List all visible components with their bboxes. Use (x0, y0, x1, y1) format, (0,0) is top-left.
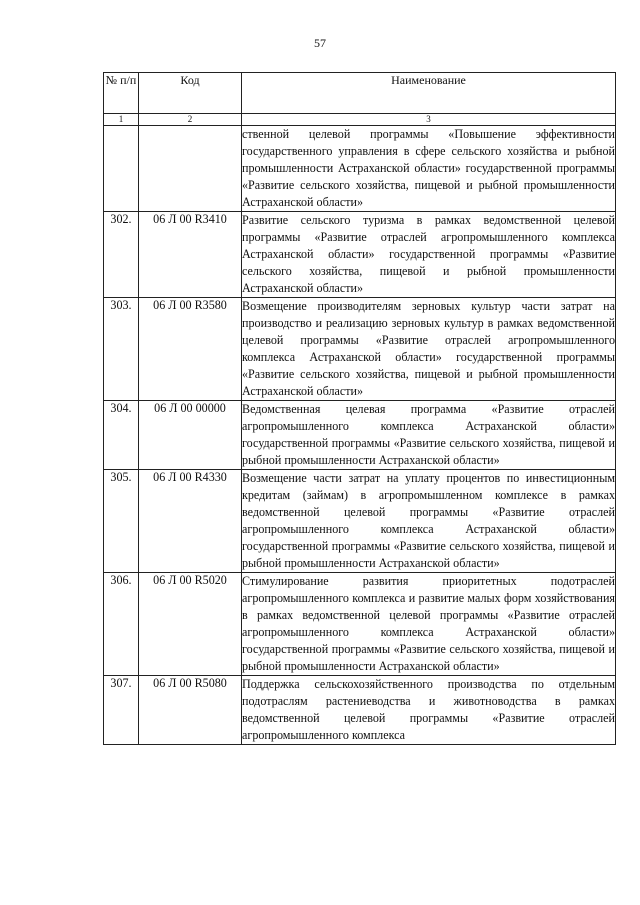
column-index: 3 (242, 114, 616, 126)
row-number: 306. (104, 573, 139, 676)
row-code: 06 Л 00 R3580 (139, 298, 242, 401)
column-header-name: Наименование (242, 73, 616, 114)
row-number: 305. (104, 470, 139, 573)
column-header-num: № п/п (104, 73, 139, 114)
row-name: Возмещение производителям зерновых культур части затрат на производство и реализацию зерновых культур в рамках ведомственной целевой программы «Развитие отраслей агропромышленного комплекса Астраханской области» государственной программы «Развитие сельского хозяйства, пищевой и рыбной промышленности Астраханской области» (242, 298, 616, 401)
row-name: ственной целевой программы «Повышение эффективности государственного управления в сфере сельского хозяйства и рыбной промышленности Астраханской области» государственной программы «Развитие сельского хозяйства, пищевой и рыбной промышленности Астраханской области» (242, 126, 616, 212)
table-header-row (104, 73, 616, 114)
table-row (104, 298, 616, 401)
row-code: 06 Л 00 00000 (139, 401, 242, 470)
row-code: 06 Л 00 R3410 (139, 212, 242, 298)
column-index: 2 (139, 114, 242, 126)
row-number: 303. (104, 298, 139, 401)
row-name: Стимулирование развития приоритетных подотраслей агропромышленного комплекса и развитие малых форм хозяйствования в рамках ведомственной целевой программы «Развитие отраслей агропромышленного комплекса Астраханской области» государственной программы «Развитие сельского хозяйства, пищевой и рыбной промышленности Астраханской области» (242, 573, 616, 676)
row-name: Развитие сельского туризма в рамках ведомственной целевой программы «Развитие отраслей агропромышленного комплекса Астраханской области» государственной программы «Развитие сельского хозяйства, пищевой и рыбной промышленности Астраханской области» (242, 212, 616, 298)
table-row (104, 401, 616, 470)
row-code (139, 126, 242, 212)
table-row (104, 573, 616, 676)
row-code: 06 Л 00 R5020 (139, 573, 242, 676)
column-index: 1 (104, 114, 139, 126)
table-row (104, 126, 616, 212)
row-number: 307. (104, 676, 139, 745)
row-number (104, 126, 139, 212)
row-code: 06 Л 00 R4330 (139, 470, 242, 573)
table-row (104, 212, 616, 298)
table-row (104, 470, 616, 573)
row-name: Возмещение части затрат на уплату процентов по инвестиционным кредитам (займам) в агропромышленном комплексе в рамках ведомственной целевой программы «Развитие отраслей агропромышленного комплекса Астраханской области» государственной программы «Развитие сельского хозяйства, пищевой и рыбной промышленности Астраханской области» (242, 470, 616, 573)
table-row (104, 676, 616, 745)
row-number: 304. (104, 401, 139, 470)
column-index-row (104, 114, 616, 126)
row-code: 06 Л 00 R5080 (139, 676, 242, 745)
row-name: Ведомственная целевая программа «Развитие отраслей агропромышленного комплекса Астраханской области» государственной программы «Развитие сельского хозяйства, пищевой и рыбной промышленности Астраханской области» (242, 401, 616, 470)
page-number: 57 (314, 36, 326, 50)
row-name: Поддержка сельскохозяйственного производства по отдельным подотраслям растениеводства и животноводства в рамках ведомственной целевой программы «Развитие отраслей агропромышленного комплекса (242, 676, 616, 745)
column-header-code: Код (139, 73, 242, 114)
row-number: 302. (104, 212, 139, 298)
budget-classification-table (103, 72, 616, 745)
